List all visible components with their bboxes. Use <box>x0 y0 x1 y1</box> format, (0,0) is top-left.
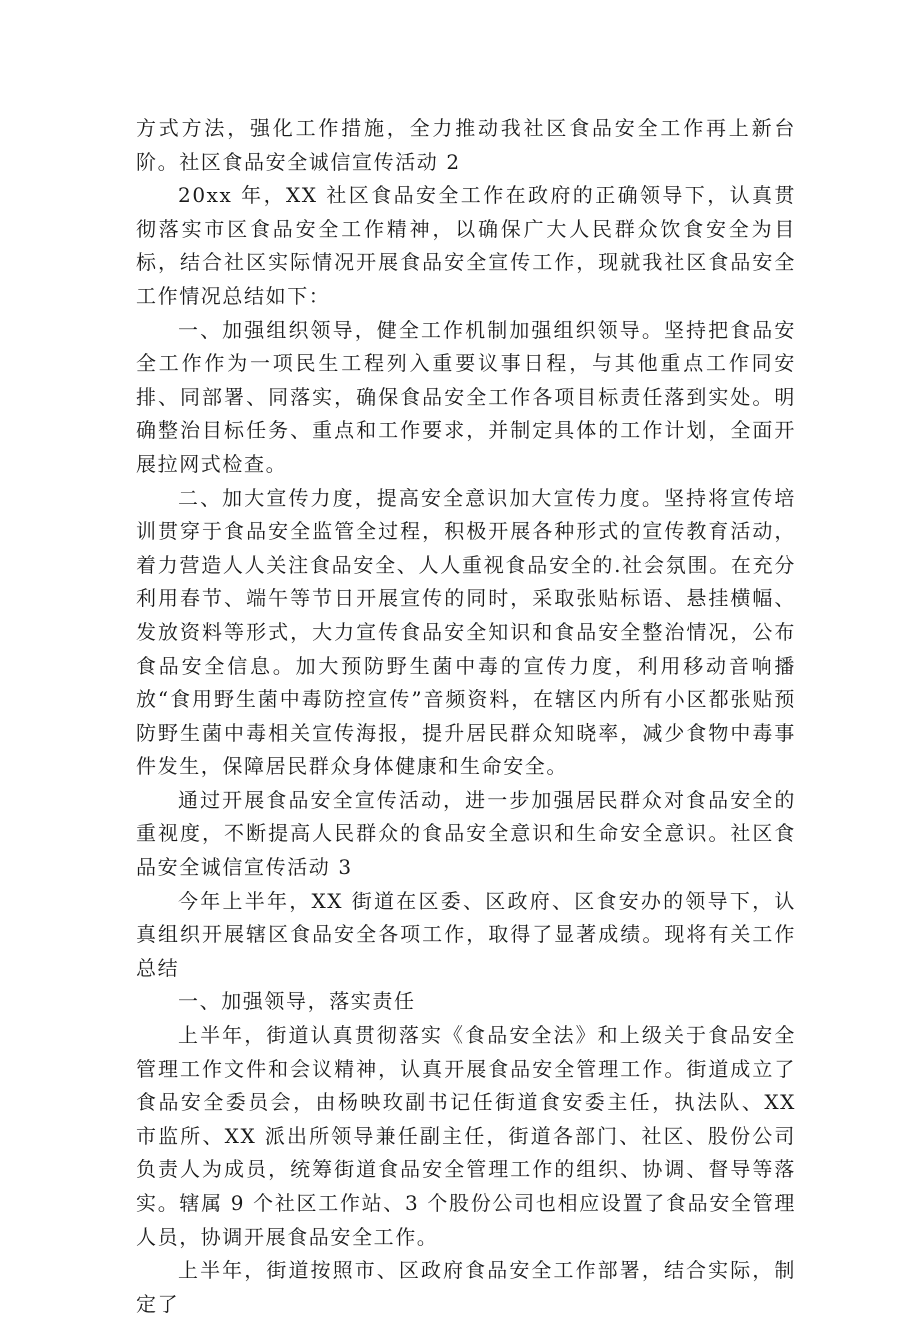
paragraph-7: 一、加强领导，落实责任 <box>178 989 416 1014</box>
paragraph-2: 20xx 年，XX 社区食品安全工作在政府的正确领导下，认真贯彻落实市区食品安全工作精神，以确保广大人民群众饮食安全为目标，结合社区实际情况开展食品安全宣传工作，现就我社区食品安全工作情况总结如下： <box>136 183 796 308</box>
paragraph-6: 今年上半年，XX 街道在区委、区政府、区食安办的领导下，认真组织开展辖区食品安全各项工作，取得了显著成绩。现将有关工作总结 <box>136 888 796 980</box>
paragraph-8: 上半年，街道认真贯彻落实《食品安全法》和上级关于食品安全管理工作文件和会议精神，认真开展食品安全管理工作。街道成立了食品安全委员会，由杨映玫副书记任街道食安委主任，执法队、XX 市监所、XX 派出所领导兼任副主任，街道各部门、社区、股份公司负责人为成员，统筹街道食品安全管理工作的组织、协调、督导等落实。辖属 9 个社区工作站、3 个股份公司也相应设置了食品安全管理人员，协调开展食品安全工作。 <box>136 1023 796 1249</box>
document-page <box>136 112 796 1321</box>
paragraph-5: 通过开展食品安全宣传活动，进一步加强居民群众对食品安全的重视度，不断提高人民群众的食品安全意识和生命安全意识。社区食品安全诚信宣传活动 3 <box>136 787 796 880</box>
paragraph-4: 二、加大宣传力度，提高安全意识加大宣传力度。坚持将宣传培训贯穿于食品安全监管全过程，积极开展各种形式的宣传教育活动，着力营造人人关注食品安全、人人重视食品安全的.社会氛围。在充分利用春节、端午等节日开展宣传的同时，采取张贴标语、悬挂横幅、发放资料等形式，大力宣传食品安全知识和食品安全整治情况，公布食品安全信息。加大预防野生菌中毒的宣传力度，利用移动音响播放“食用野生菌中毒防控宣传”音频资料，在辖区内所有小区都张贴预防野生菌中毒相关宣传海报，提升居民群众知晓率，减少食物中毒事件发生，保障居民群众身体健康和生命安全。 <box>136 485 796 779</box>
paragraph-1: 方式方法，强化工作措施，全力推动我社区食品安全工作再上新台阶。社区食品安全诚信宣传活动 2 <box>136 116 796 174</box>
paragraph-3: 一、加强组织领导，健全工作机制加强组织领导。坚持把食品安全工作作为一项民生工程列入重要议事日程，与其他重点工作同安排、同部署、同落实，确保食品安全工作各项目标责任落到实处。明确整治目标任务、重点和工作要求，并制定具体的工作计划，全面开展拉网式检查。 <box>136 317 796 476</box>
paragraph-9: 上半年，街道按照市、区政府食品安全工作部署，结合实际，制定了 <box>136 1258 796 1316</box>
